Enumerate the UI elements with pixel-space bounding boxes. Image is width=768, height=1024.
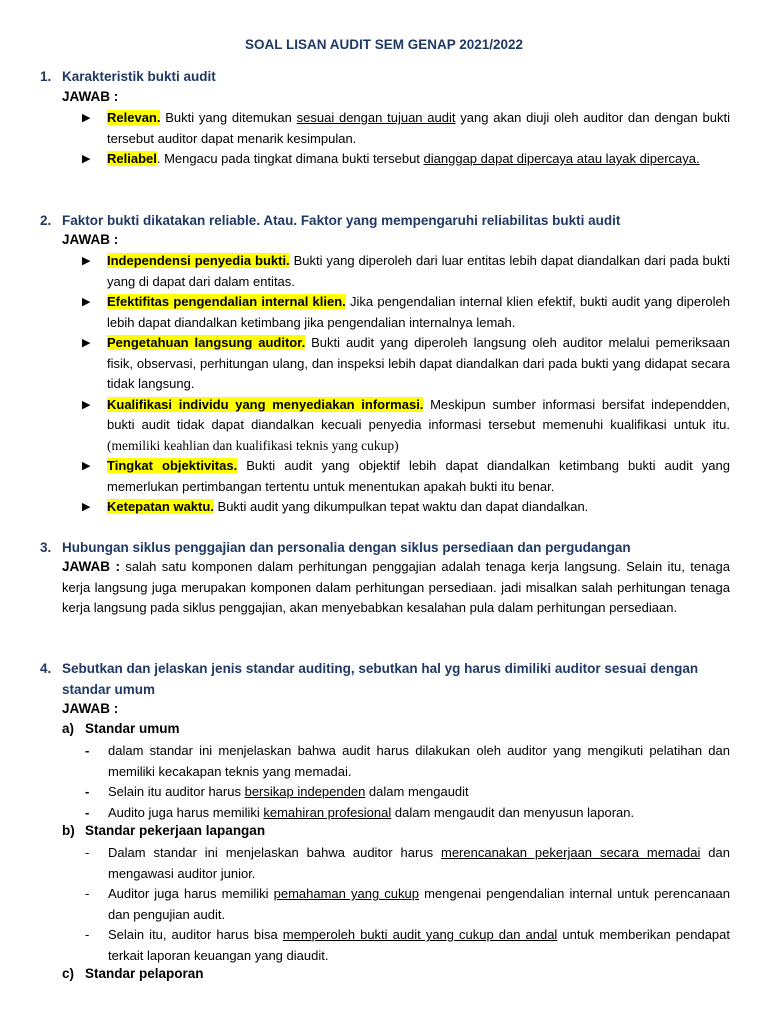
jawab-label: JAWAB : xyxy=(62,559,120,574)
arrow-bullet-icon: ▶ xyxy=(82,153,91,165)
subsection-letter: b) xyxy=(62,823,75,838)
underlined-text: kemahiran profesional xyxy=(263,804,392,820)
list-item xyxy=(85,782,730,803)
question-text: Hubungan siklus penggajian dan personalia dengan siklus persediaan dan pergudangan xyxy=(62,540,631,555)
jawab-label: JAWAB : xyxy=(62,89,119,104)
item-note: (memiliki keahlian dan kualifikasi teknis yang cukup) xyxy=(107,437,399,453)
item-text: Selain itu, auditor harus bisa xyxy=(108,927,283,942)
item-text: Auditor juga harus memiliki xyxy=(108,886,274,901)
subsection-label: Standar pelaporan xyxy=(85,966,204,981)
highlighted-term: Independensi penyedia bukti. xyxy=(107,253,290,268)
subsection-label: Standar pekerjaan lapangan xyxy=(85,823,266,838)
item-text: Selain itu auditor harus xyxy=(108,784,245,799)
list-item xyxy=(85,803,730,824)
list-item xyxy=(62,456,730,497)
list-item xyxy=(62,333,730,395)
subsection-c xyxy=(62,966,204,981)
item-text: Dalam standar ini menjelaskan bahwa auditor harus xyxy=(108,845,441,860)
highlighted-term: Ketepatan waktu. xyxy=(107,499,214,514)
answer-text: salah satu komponen dalam perhitungan penggajian adalah tenaga kerja langsung. Selain itu, tenaga kerja langsung juga merupakan komponen dalam perhitungan persediaan. jadi misalkan salah perhitungan tenaga kerja langsung pada siklus penggajian, akan menyebabkan kesalahan pula dalam perhitungan persediaan. xyxy=(62,559,730,615)
subsection-letter: a) xyxy=(62,721,75,736)
list-item xyxy=(85,884,730,925)
underlined-text: merencanakan pekerjaan secara memadai xyxy=(441,845,701,860)
item-text: Bukti audit yang dikumpulkan tepat waktu dan dapat diandalkan. xyxy=(213,499,589,514)
question-1 xyxy=(40,66,730,87)
list-item xyxy=(62,108,730,149)
underlined-text: bersikap independen xyxy=(244,784,366,799)
arrow-bullet-icon: ▶ xyxy=(82,296,91,308)
highlighted-term: Tingkat objektivitas. xyxy=(107,458,238,473)
list-item xyxy=(62,292,730,333)
dash-bullet: - xyxy=(85,804,90,820)
dash-bullet: - xyxy=(85,784,90,799)
item-text: Bukti audit yang diperoleh langsung oleh auditor melalui pemeriksaan fisik, observasi, perhitungan ulang, dan inspeksi lebih dapat diandalkan dari pada bukti yang didapat secara tidak langsung. xyxy=(107,335,730,391)
subsection-a-list xyxy=(85,741,730,823)
underlined-text: memperoleh bukti audit yang cukup dan andal xyxy=(282,927,558,942)
question-text: Karakteristik bukti audit xyxy=(62,69,216,84)
highlighted-term: Efektifitas pengendalian internal klien. xyxy=(107,294,346,309)
question-2 xyxy=(40,210,730,231)
question-text: Faktor bukti dikatakan reliable. Atau. Faktor yang mempengaruhi reliabilitas bukti audit xyxy=(62,213,621,228)
highlighted-term: Pengetahuan langsung auditor. xyxy=(107,335,306,350)
document-title: SOAL LISAN AUDIT SEM GENAP 2021/2022 xyxy=(244,37,524,52)
subsection-letter: c) xyxy=(62,966,75,981)
highlighted-term: Kualifikasi individu yang menyediakan informasi. xyxy=(107,396,424,412)
question-4 xyxy=(40,658,730,700)
dash-bullet: - xyxy=(85,845,90,860)
list-item xyxy=(62,149,730,170)
arrow-bullet-icon: ▶ xyxy=(82,112,91,124)
jawab-label: JAWAB : xyxy=(62,701,119,716)
item-text: Bukti yang diperoleh dari luar entitas lebih dapat diandalkan dari pada bukti yang di dapat dari dalam entitas. xyxy=(107,253,730,289)
arrow-bullet-icon: ▶ xyxy=(82,501,91,513)
list-item xyxy=(62,395,730,457)
arrow-bullet-icon: ▶ xyxy=(82,398,91,411)
item-text: dalam mengaudit xyxy=(365,784,469,799)
item-text: Bukti yang ditemukan xyxy=(160,110,297,125)
item-text: Jika pengendalian internal klien efektif, bukti audit yang diperoleh lebih dapat diandalkan ketimbang jika pengendalian internalnya lemah. xyxy=(107,294,730,330)
item-text: Audito juga harus memiliki xyxy=(108,804,264,820)
q3-answer xyxy=(62,557,730,619)
jawab-label: JAWAB : xyxy=(62,232,119,247)
item-text: untuk memberikan pendapat terkait laporan keuangan yang diaudit. xyxy=(108,927,730,963)
dash-bullet: - xyxy=(85,743,90,758)
subsection-b xyxy=(62,823,265,838)
list-item xyxy=(62,497,730,518)
arrow-bullet-icon: ▶ xyxy=(82,255,91,267)
item-text: . Mengacu pada tingkat dimana bukti tersebut xyxy=(156,151,424,166)
q2-answer-list xyxy=(62,251,730,518)
question-text: Sebutkan dan jelaskan jenis standar auditing, sebutkan hal yg harus dimiliki auditor sesuai dengan standar umum xyxy=(62,661,699,697)
underlined-text: pemahaman yang cukup xyxy=(273,886,419,901)
item-text: Meskipun sumber informasi bersifat independden, bukti audit tidak dapat diandalkan kecuali penyedia informasi tersebut memenuhi kualifikasi untuk itu. xyxy=(107,396,730,432)
subsection-b-list xyxy=(85,843,730,966)
item-text: mengenai pengendalian internal untuk perencanaan dan pengujian audit. xyxy=(108,886,730,922)
dash-bullet: - xyxy=(85,927,90,942)
arrow-bullet-icon: ▶ xyxy=(82,460,91,472)
highlighted-term: Relevan. xyxy=(107,110,161,125)
question-3 xyxy=(40,537,730,558)
list-item xyxy=(62,251,730,292)
item-text: Bukti audit yang objektif lebih dapat diandalkan ketimbang bukti audit yang memerlukan pertimbangan tertentu untuk menentukan apakah bukti itu benar. xyxy=(107,458,730,494)
list-item xyxy=(85,843,730,884)
arrow-bullet-icon: ▶ xyxy=(82,337,91,349)
dash-bullet: - xyxy=(85,886,90,901)
list-item xyxy=(85,741,730,782)
item-text: yang akan diuji oleh auditor dan dengan bukti tersebut auditor dapat menarik kesimpulan. xyxy=(107,110,730,146)
q1-answer-list xyxy=(62,108,730,170)
question-number: 1. xyxy=(40,69,52,84)
item-text: dan mengawasi auditor junior. xyxy=(108,845,730,881)
subsection-label: Standar umum xyxy=(85,721,180,736)
item-text: dalam mengaudit dan menyusun laporan. xyxy=(391,804,635,820)
highlighted-term: Reliabel xyxy=(107,151,157,166)
question-number: 2. xyxy=(40,213,52,228)
question-number: 3. xyxy=(40,540,52,555)
underlined-text: sesuai dengan tujuan audit xyxy=(296,110,456,125)
list-item xyxy=(85,925,730,966)
question-number: 4. xyxy=(40,661,52,676)
underlined-text: dianggap dapat dipercaya atau layak dipercaya. xyxy=(423,151,700,166)
item-text: dalam standar ini menjelaskan bahwa audit harus dilakukan oleh auditor yang mengikuti pelatihan dan memiliki kecakapan teknis yang memadai. xyxy=(108,743,730,779)
subsection-a xyxy=(62,721,180,736)
